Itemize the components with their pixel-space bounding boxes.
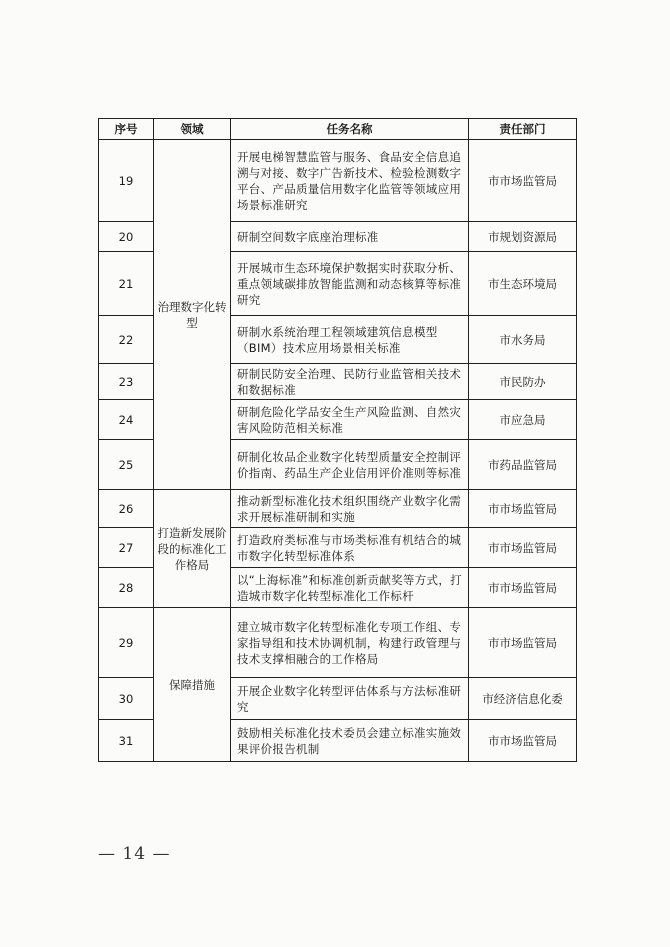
department: 市药品监管局	[469, 440, 577, 490]
row-number: 26	[99, 490, 154, 528]
header-field: 领域	[154, 119, 231, 140]
department: 市市场监管局	[469, 140, 577, 222]
department: 市市场监管局	[469, 528, 577, 568]
department: 市市场监管局	[469, 720, 577, 762]
department: 市市场监管局	[469, 568, 577, 608]
department: 市市场监管局	[469, 608, 577, 678]
row-number: 31	[99, 720, 154, 762]
department: 市经济信息化委	[469, 678, 577, 720]
row-number: 21	[99, 252, 154, 316]
row-number: 20	[99, 222, 154, 252]
task-name: 开展电梯智慧监管与服务、食品安全信息追溯与对接、数字广告新技术、检验检测数字平台、产品质量信用数字化监管等领域应用场景标准研究	[231, 140, 469, 222]
task-name: 研制化妆品企业数字化转型质量安全控制评价指南、药品生产企业信用评价准则等标准	[231, 440, 469, 490]
table-row	[99, 140, 577, 222]
row-number: 29	[99, 608, 154, 678]
table-row	[99, 490, 577, 528]
table-row	[99, 608, 577, 678]
table-header-row	[99, 119, 577, 140]
field-cell: 治理数字化转型	[154, 140, 231, 490]
task-name: 开展企业数字化转型评估体系与方法标准研究	[231, 678, 469, 720]
department: 市生态环境局	[469, 252, 577, 316]
task-name: 开展城市生态环境保护数据实时获取分析、重点领域碳排放智能监测和动态核算等标准研究	[231, 252, 469, 316]
task-name: 研制水系统治理工程领域建筑信息模型（BIM）技术应用场景相关标准	[231, 316, 469, 364]
row-number: 30	[99, 678, 154, 720]
task-name: 研制空间数字底座治理标准	[231, 222, 469, 252]
row-number: 25	[99, 440, 154, 490]
row-number: 22	[99, 316, 154, 364]
field-cell: 保障措施	[154, 608, 231, 762]
row-number: 24	[99, 400, 154, 440]
row-number: 23	[99, 364, 154, 400]
department: 市规划资源局	[469, 222, 577, 252]
department: 市民防办	[469, 364, 577, 400]
row-number: 28	[99, 568, 154, 608]
task-name: 研制民防安全治理、民防行业监管相关技术和数据标准	[231, 364, 469, 400]
page-number: — 14 —	[98, 844, 171, 864]
header-number: 序号	[99, 119, 154, 140]
header-task: 任务名称	[231, 119, 469, 140]
header-department: 责任部门	[469, 119, 577, 140]
department: 市应急局	[469, 400, 577, 440]
department: 市水务局	[469, 316, 577, 364]
row-number: 27	[99, 528, 154, 568]
task-table	[98, 118, 577, 762]
task-name: 鼓励相关标准化技术委员会建立标准实施效果评价报告机制	[231, 720, 469, 762]
task-name: 推动新型标准化技术组织围绕产业数字化需求开展标准研制和实施	[231, 490, 469, 528]
field-cell: 打造新发展阶段的标准化工作格局	[154, 490, 231, 608]
task-name: 建立城市数字化转型标准化专项工作组、专家指导组和技术协调机制，构建行政管理与技术支撑相融合的工作格局	[231, 608, 469, 678]
row-number: 19	[99, 140, 154, 222]
task-name: 打造政府类标准与市场类标准有机结合的城市数字化转型标准体系	[231, 528, 469, 568]
department: 市市场监管局	[469, 490, 577, 528]
task-name: 研制危险化学品安全生产风险监测、自然灾害风险防范相关标准	[231, 400, 469, 440]
task-name: 以“上海标准”和标准创新贡献奖等方式，打造城市数字化转型标准化工作标杆	[231, 568, 469, 608]
